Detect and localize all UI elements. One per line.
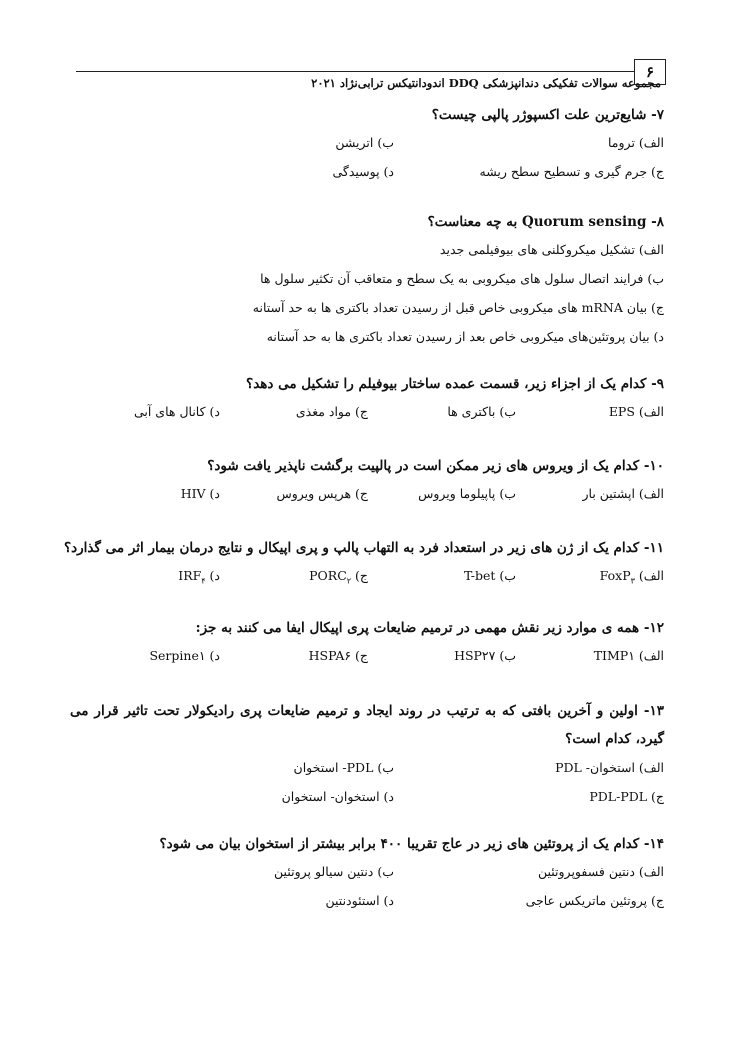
option-c: ج) $PORC_۲$: [309, 568, 368, 586]
question-title: ۱۳- اولین و آخرین بافتی که به ترتیب در روند ایجاد و ترمیم ضایعات پری رادیکولار تحت تاثیر قرار می گیرد، کدام است؟: [70, 703, 664, 747]
option-b: ب) اتریشن: [335, 135, 394, 150]
option-d: د) $IRF_۴$: [178, 568, 220, 586]
option-b: ب) PDL- استخوان: [293, 760, 394, 775]
option-d: د) استئودنتین: [325, 893, 394, 908]
option-d: د) بیان پروتئین‌های میکروبی خاص بعد از رسیدن تعداد باکتری ها به حد آستانه: [266, 329, 664, 344]
option-b: ب) پاپیلوما ویروس: [418, 486, 516, 501]
question-9: [70, 371, 664, 426]
option-b: ب) فرایند اتصال سلول های میکروبی به یک سطح و متعاقب آن تکثیر سلول ها: [260, 271, 664, 286]
question-title: ۱۰- کدام یک از ویروس های زیر ممکن است در پالپیت برگشت ناپذیر یافت شود؟: [207, 458, 664, 474]
question-title: ۸- Quorum sensing به چه معناست؟: [427, 214, 664, 230]
subscript: ۳: [630, 576, 635, 586]
option-d: د) کانال های آبی: [133, 404, 220, 419]
option-c: ج) بیان mRNA های میکروبی خاص قبل از رسیدن تعداد باکتری ها به حد آستانه: [252, 300, 664, 315]
option-d: د) Serpine۱: [149, 648, 220, 663]
option-d: د) پوسیدگی: [332, 164, 394, 179]
option-a: الف) EPS: [608, 404, 664, 419]
option-c: ج) HSPA۶: [308, 648, 368, 663]
subscript: ۴: [201, 576, 206, 586]
option-c: ج) مواد مغذی: [295, 404, 368, 419]
question-title: ۹- کدام یک از اجزاء زیر، قسمت عمده ساختار بیوفیلم را تشکیل می دهد؟: [246, 376, 664, 392]
option-c: ج) PDL-PDL: [589, 789, 664, 804]
question-8: [70, 209, 664, 351]
option-b: ب) باکتری ها: [447, 404, 516, 419]
option-a: الف) دنتین فسفوپروتئین: [537, 864, 664, 879]
option-a: الف) TIMP۱: [593, 648, 664, 663]
option-b: ب) دنتین سیالو پروتئین: [274, 864, 394, 879]
question-11: [63, 535, 664, 596]
question-title: ۱۱- کدام یک از ژن های زیر در استعداد فرد به التهاب پالپ و پری اپیکال و نتایج درمان بیمار اثر می گذارد؟: [63, 540, 664, 556]
option-c: ج) جرم گیری و تسطیح سطح ریشه: [479, 164, 664, 179]
question-title: ۷- شایع‌ترین علت اکسپوژر پالپی چیست؟: [431, 107, 664, 123]
option-a: الف) تروما: [608, 135, 664, 150]
option-c: ج) پروتئین ماتریکس عاجی: [525, 893, 664, 908]
question-12: [70, 615, 664, 670]
page-header: مجموعه سوالات تفکیکی دندانپزشکی DDQ اندودانتیکس ترابی‌نژاد ۲۰۲۱: [311, 76, 661, 90]
option-b: ب) T-bet: [464, 568, 516, 583]
question-10: [70, 453, 664, 508]
subscript: ۲: [346, 576, 352, 586]
option-a: الف) اپشتین بار: [582, 486, 664, 501]
option-c: ج) هرپس ویروس: [276, 486, 368, 501]
question-7: [70, 102, 664, 186]
option-b: ب) HSP۲۷: [454, 648, 516, 663]
option-d: د) استخوان- استخوان: [281, 789, 394, 804]
page-number: ۶: [634, 59, 666, 85]
question-13: [70, 697, 664, 811]
option-d: د) HIV: [180, 486, 220, 501]
option-a: الف) استخوان- PDL: [555, 760, 664, 775]
option-a: الف) FoxP$_۳$: [599, 568, 664, 586]
header-rule: [76, 71, 634, 72]
question-title: ۱۲- همه ی موارد زیر نقش مهمی در ترمیم ضایعات پری اپیکال ایفا می کنند به جز:: [195, 620, 664, 636]
question-title: ۱۴- کدام یک از پروتئین های زیر در عاج تقریبا ۴۰۰ برابر بیشتر از استخوان بیان می شود؟: [159, 836, 664, 852]
option-a: الف) تشکیل میکروکلنی های بیوفیلمی جدید: [439, 242, 664, 257]
question-14: [70, 831, 664, 915]
